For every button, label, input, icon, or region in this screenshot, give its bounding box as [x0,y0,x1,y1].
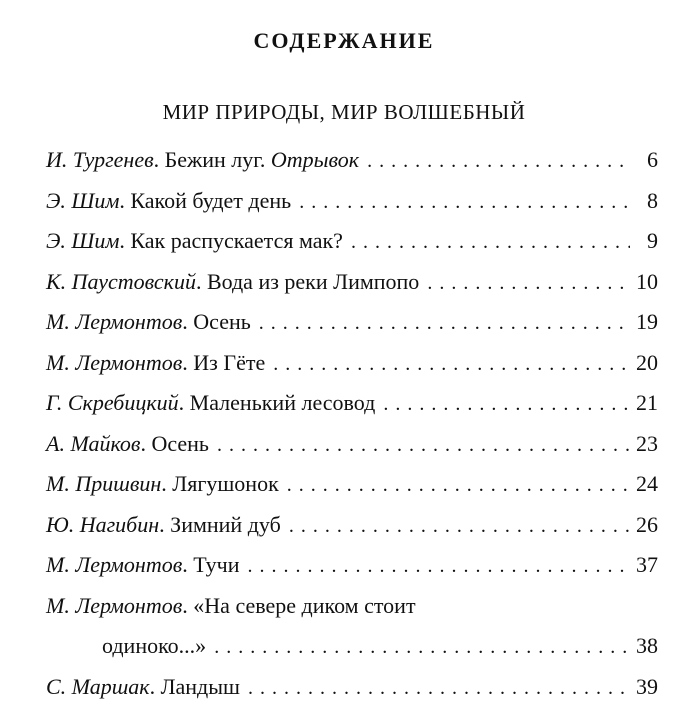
toc-entry [46,181,658,222]
toc-title: Маленький лесовод [189,390,376,415]
toc-title: Лягушонок [172,471,279,496]
toc-title: Из Гёте [193,349,266,375]
toc-page-number: 26 [636,511,658,537]
toc-title: Зимний дуб [170,511,281,537]
toc-separator: . [182,552,194,577]
toc-author: М. Лермонтов [46,592,183,618]
toc-entry-text [46,626,206,666]
toc-entry [46,221,658,262]
toc-separator: . [149,673,161,699]
toc-entry-text [46,424,209,464]
toc-entry-text [46,343,265,383]
toc-separator: . [159,511,171,537]
toc-title: «На севере диком стоит [193,592,416,618]
toc-entry-text [46,586,416,626]
toc-page-number: 23 [636,430,658,456]
toc-separator: . [182,309,194,334]
toc-author: М. Лермонтов [46,309,183,334]
toc-separator: . [182,592,194,618]
toc-leader-dots [343,222,630,262]
toc-entry [46,383,658,424]
toc-title-italic: Отрывок [270,147,360,172]
toc-entry [46,140,658,181]
toc-leader-dots [291,182,630,222]
toc-leader-dots [419,263,630,303]
toc-author: А. Майков [46,430,141,456]
toc-leader-dots [375,384,630,424]
toc-title: Какой будет день [130,187,292,213]
toc-leader-dots [239,546,630,586]
toc-author: К. Паустовский [46,268,196,294]
toc-entry-text [46,181,291,221]
toc-page-number: 39 [636,673,658,699]
toc-page-number: 8 [647,187,658,213]
toc-page-number: 21 [636,390,658,415]
toc-leader-dots [265,344,630,384]
toc-entry-text [46,262,419,302]
toc-entry [46,302,658,343]
toc-author: С. Маршак [46,673,150,699]
toc-title: одиноко...» [102,633,207,658]
toc-entry-text [46,667,240,707]
toc-leader-dots [240,668,630,708]
page-heading: СОДЕРЖАНИЕ [253,28,435,53]
toc-entry-text [46,221,343,261]
toc-author: М. Лермонтов [46,349,183,375]
toc-author: М. Пришвин [46,471,162,496]
toc-separator: . [119,228,131,253]
toc-title: Тучи [193,552,240,577]
toc-entry-continuation [46,626,658,667]
toc-author: Э. Шим [46,228,120,253]
toc-page-number: 10 [636,268,658,294]
toc-page-number: 24 [636,471,658,496]
toc-entry [46,424,658,465]
toc-leader-dots [281,506,630,546]
toc-separator: . [119,187,131,213]
toc-leader-dots [206,627,630,667]
toc-separator: . [140,430,152,456]
toc-separator: . [178,390,190,415]
toc-separator: . [161,471,173,496]
toc-entry-text [46,383,375,423]
toc-leader-dots [279,465,630,505]
toc-separator: . [195,268,207,294]
toc-author: Г. Скребицкий [46,390,179,415]
toc-author: И. Тургенев [46,147,154,172]
toc-author: М. Лермонтов [46,552,183,577]
toc-entry [46,545,658,586]
toc-page-number: 37 [636,552,658,577]
toc-title: Осень [151,430,209,456]
toc-page-number: 20 [636,349,658,375]
toc-entry [46,262,658,303]
toc-entry [46,343,658,384]
table-of-contents [46,140,658,707]
toc-page-number: 6 [647,147,658,172]
toc-page-number: 9 [647,228,658,253]
toc-entry-text [46,140,359,180]
toc-separator: . [153,147,165,172]
toc-author: Ю. Нагибин [46,511,160,537]
toc-entry [46,667,658,708]
toc-entry-text [46,545,239,585]
toc-author: Э. Шим [46,187,120,213]
toc-entry [46,586,658,627]
toc-title: Бежин луг. [164,147,271,172]
toc-leader-dots [209,425,630,465]
toc-entry-text [46,505,281,545]
toc-title: Как распускается мак? [130,228,343,253]
toc-leader-dots [359,141,630,181]
toc-leader-dots [251,303,630,343]
toc-entry [46,505,658,546]
section-title: МИР ПРИРОДЫ, МИР ВОЛШЕБНЫЙ [162,100,526,124]
toc-entry [46,464,658,505]
toc-title: Ландыш [160,673,240,699]
toc-page-number: 19 [636,309,658,334]
toc-separator: . [182,349,194,375]
toc-title: Осень [193,309,251,334]
toc-title: Вода из реки Лимпопо [206,268,420,294]
toc-entry-text [46,302,251,342]
toc-page-number: 38 [636,633,658,658]
toc-entry-text [46,464,279,504]
